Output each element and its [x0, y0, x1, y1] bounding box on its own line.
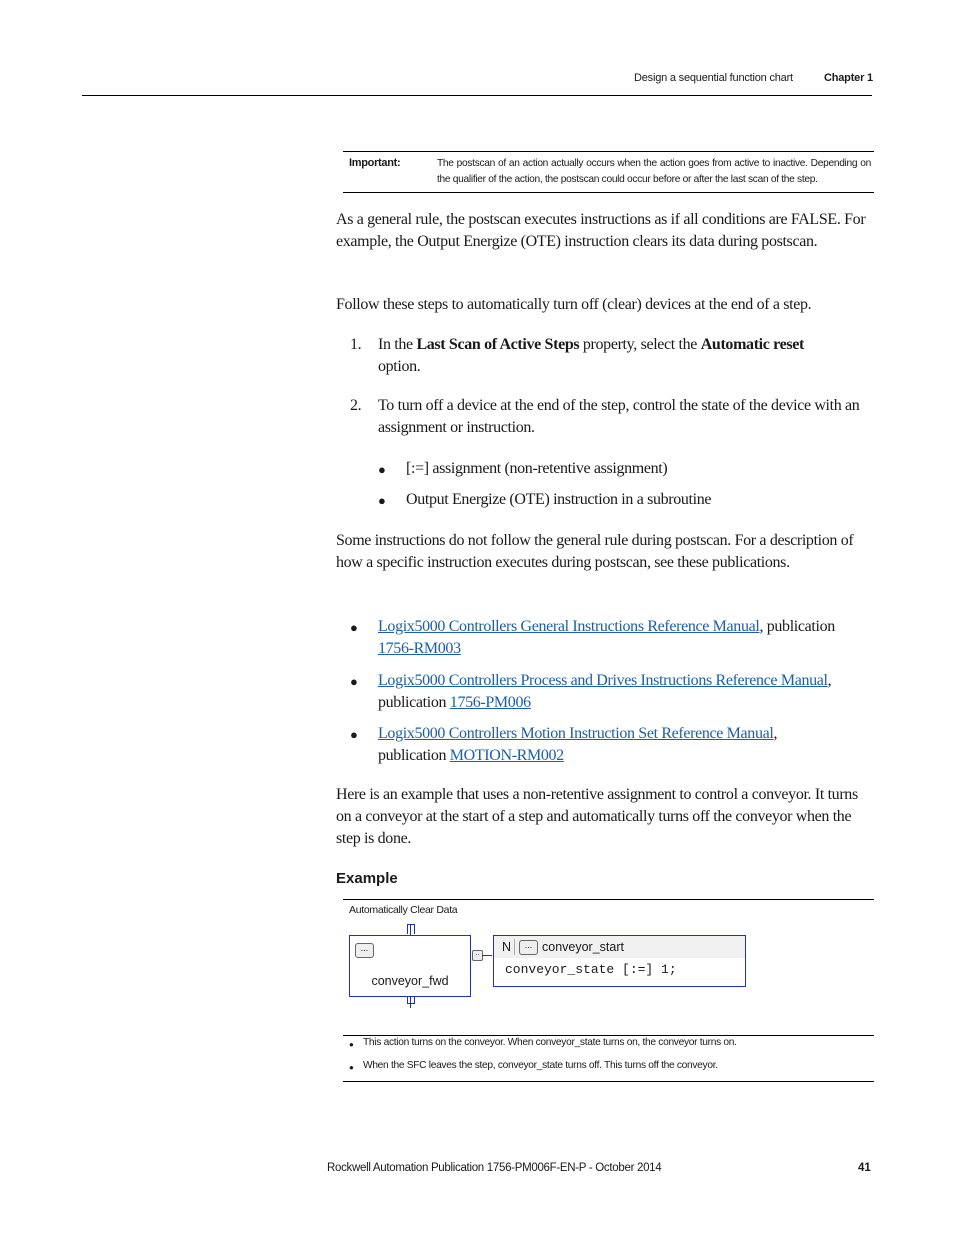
important-note	[343, 151, 874, 193]
action-header	[494, 936, 745, 958]
publication-prefix-2: publication	[378, 694, 450, 711]
action-body-code[interactable]: conveyor_state [:=] 1;	[505, 962, 677, 977]
step-2-text: To turn off a device at the end of the step, control the state of the device with an assignment or instruction.	[378, 397, 860, 436]
bullet-icon: ●	[350, 727, 358, 742]
figure-note-2: When the SFC leaves the step, conveyor_state turns off. This turns off the conveyor.	[363, 1060, 718, 1071]
important-text: The postscan of an action actually occurs when the action goes from active to inactive. Depending on the qualifier of the action, the postscan could occur before or after the last scan of the step.	[437, 158, 871, 185]
running-header-title: Design a sequential function chart	[634, 72, 793, 84]
step-1-middle: property, select the	[579, 336, 701, 353]
action-collapse-button[interactable]: ..	[472, 950, 483, 961]
bullet-icon: ●	[349, 1063, 354, 1072]
action-properties-button[interactable]: ...	[519, 940, 538, 955]
step-name: conveyor_fwd	[371, 974, 449, 988]
publication-title-link-2[interactable]: Logix5000 Controllers Process and Drives Instructions Reference Manual	[378, 672, 828, 689]
step-1-option-name: Automatic reset	[700, 336, 804, 353]
paragraph-follow-steps: Follow these steps to automatically turn off (clear) devices at the end of a step.	[336, 296, 812, 313]
publication-sep-1: , publication	[759, 618, 835, 635]
action-qualifier-divider	[514, 939, 515, 955]
step-connector-bottom-stub	[407, 997, 415, 1004]
figure-top-rule	[343, 899, 874, 900]
publication-number-link-2[interactable]: 1756-PM006	[449, 694, 531, 711]
sub-bullet-ote: Output Energize (OTE) instruction in a subroutine	[406, 491, 712, 508]
step-1-prefix: In the	[378, 336, 417, 353]
bullet-icon: ●	[350, 674, 358, 689]
publication-number-link-3[interactable]: MOTION-RM002	[449, 747, 564, 764]
bullet-icon: ●	[378, 462, 386, 477]
figure-note-1: This action turns on the conveyor. When conveyor_state turns on, the conveyor turns on.	[363, 1037, 737, 1048]
publication-sep-2: ,	[827, 672, 832, 689]
publication-prefix-3: publication	[378, 747, 450, 764]
step-number-2: 2.	[350, 397, 362, 414]
publication-title-link-1[interactable]: Logix5000 Controllers General Instructions Reference Manual	[378, 618, 760, 635]
figure-notes-rule	[343, 1035, 874, 1036]
step-connector-top-stub	[407, 924, 415, 934]
footer-page-number: 41	[858, 1162, 871, 1174]
paragraph-some-instructions: Some instructions do not follow the general rule during postscan. For a description of how a specific instruction executes during postscan, see these publications.	[336, 532, 854, 571]
sfc-step[interactable]	[349, 935, 471, 997]
footer-publication: Rockwell Automation Publication 1756-PM006F-EN-P - October 2014	[327, 1162, 662, 1174]
paragraph-general-rule: As a general rule, the postscan executes instructions as if all conditions are FALSE. For example, the Output Energize (OTE) instruction clears its data during postscan.	[336, 211, 866, 250]
publication-item-3	[378, 723, 874, 767]
publication-item-2	[378, 670, 874, 714]
action-name: conveyor_start	[542, 940, 624, 954]
step-number-1: 1.	[350, 336, 362, 353]
step-1-property-name: Last Scan of Active Steps	[416, 336, 580, 353]
action-qualifier[interactable]: N	[502, 940, 512, 954]
running-header-chapter: Chapter 1	[824, 72, 873, 84]
publication-sep-3: ,	[773, 725, 778, 742]
sub-bullet-assignment: [:=] assignment (non-retentive assignment)	[406, 460, 668, 477]
step-action-link	[482, 955, 492, 956]
step-1-text	[378, 334, 868, 378]
paragraph-example-intro: Here is an example that uses a non-retentive assignment to control a conveyor. It turns on a conveyor at the start of a step and automatically turns off the conveyor when the step is done.	[336, 786, 858, 847]
publication-title-link-3[interactable]: Logix5000 Controllers Motion Instruction Set Reference Manual	[378, 725, 774, 742]
bullet-icon: ●	[349, 1040, 354, 1049]
bullet-icon: ●	[378, 493, 386, 508]
figure-title: Automatically Clear Data	[349, 904, 458, 916]
figure-bottom-rule	[343, 1081, 874, 1082]
sfc-action[interactable]	[493, 935, 746, 987]
step-1-suffix: option.	[378, 358, 421, 375]
publication-number-link-1[interactable]: 1756-RM003	[378, 640, 461, 657]
step-properties-button[interactable]: ...	[355, 943, 374, 958]
bullet-icon: ●	[350, 620, 358, 635]
important-label: Important:	[349, 157, 401, 169]
example-heading: Example	[336, 870, 398, 887]
publication-item-1	[378, 616, 874, 660]
header-rule	[82, 95, 872, 96]
